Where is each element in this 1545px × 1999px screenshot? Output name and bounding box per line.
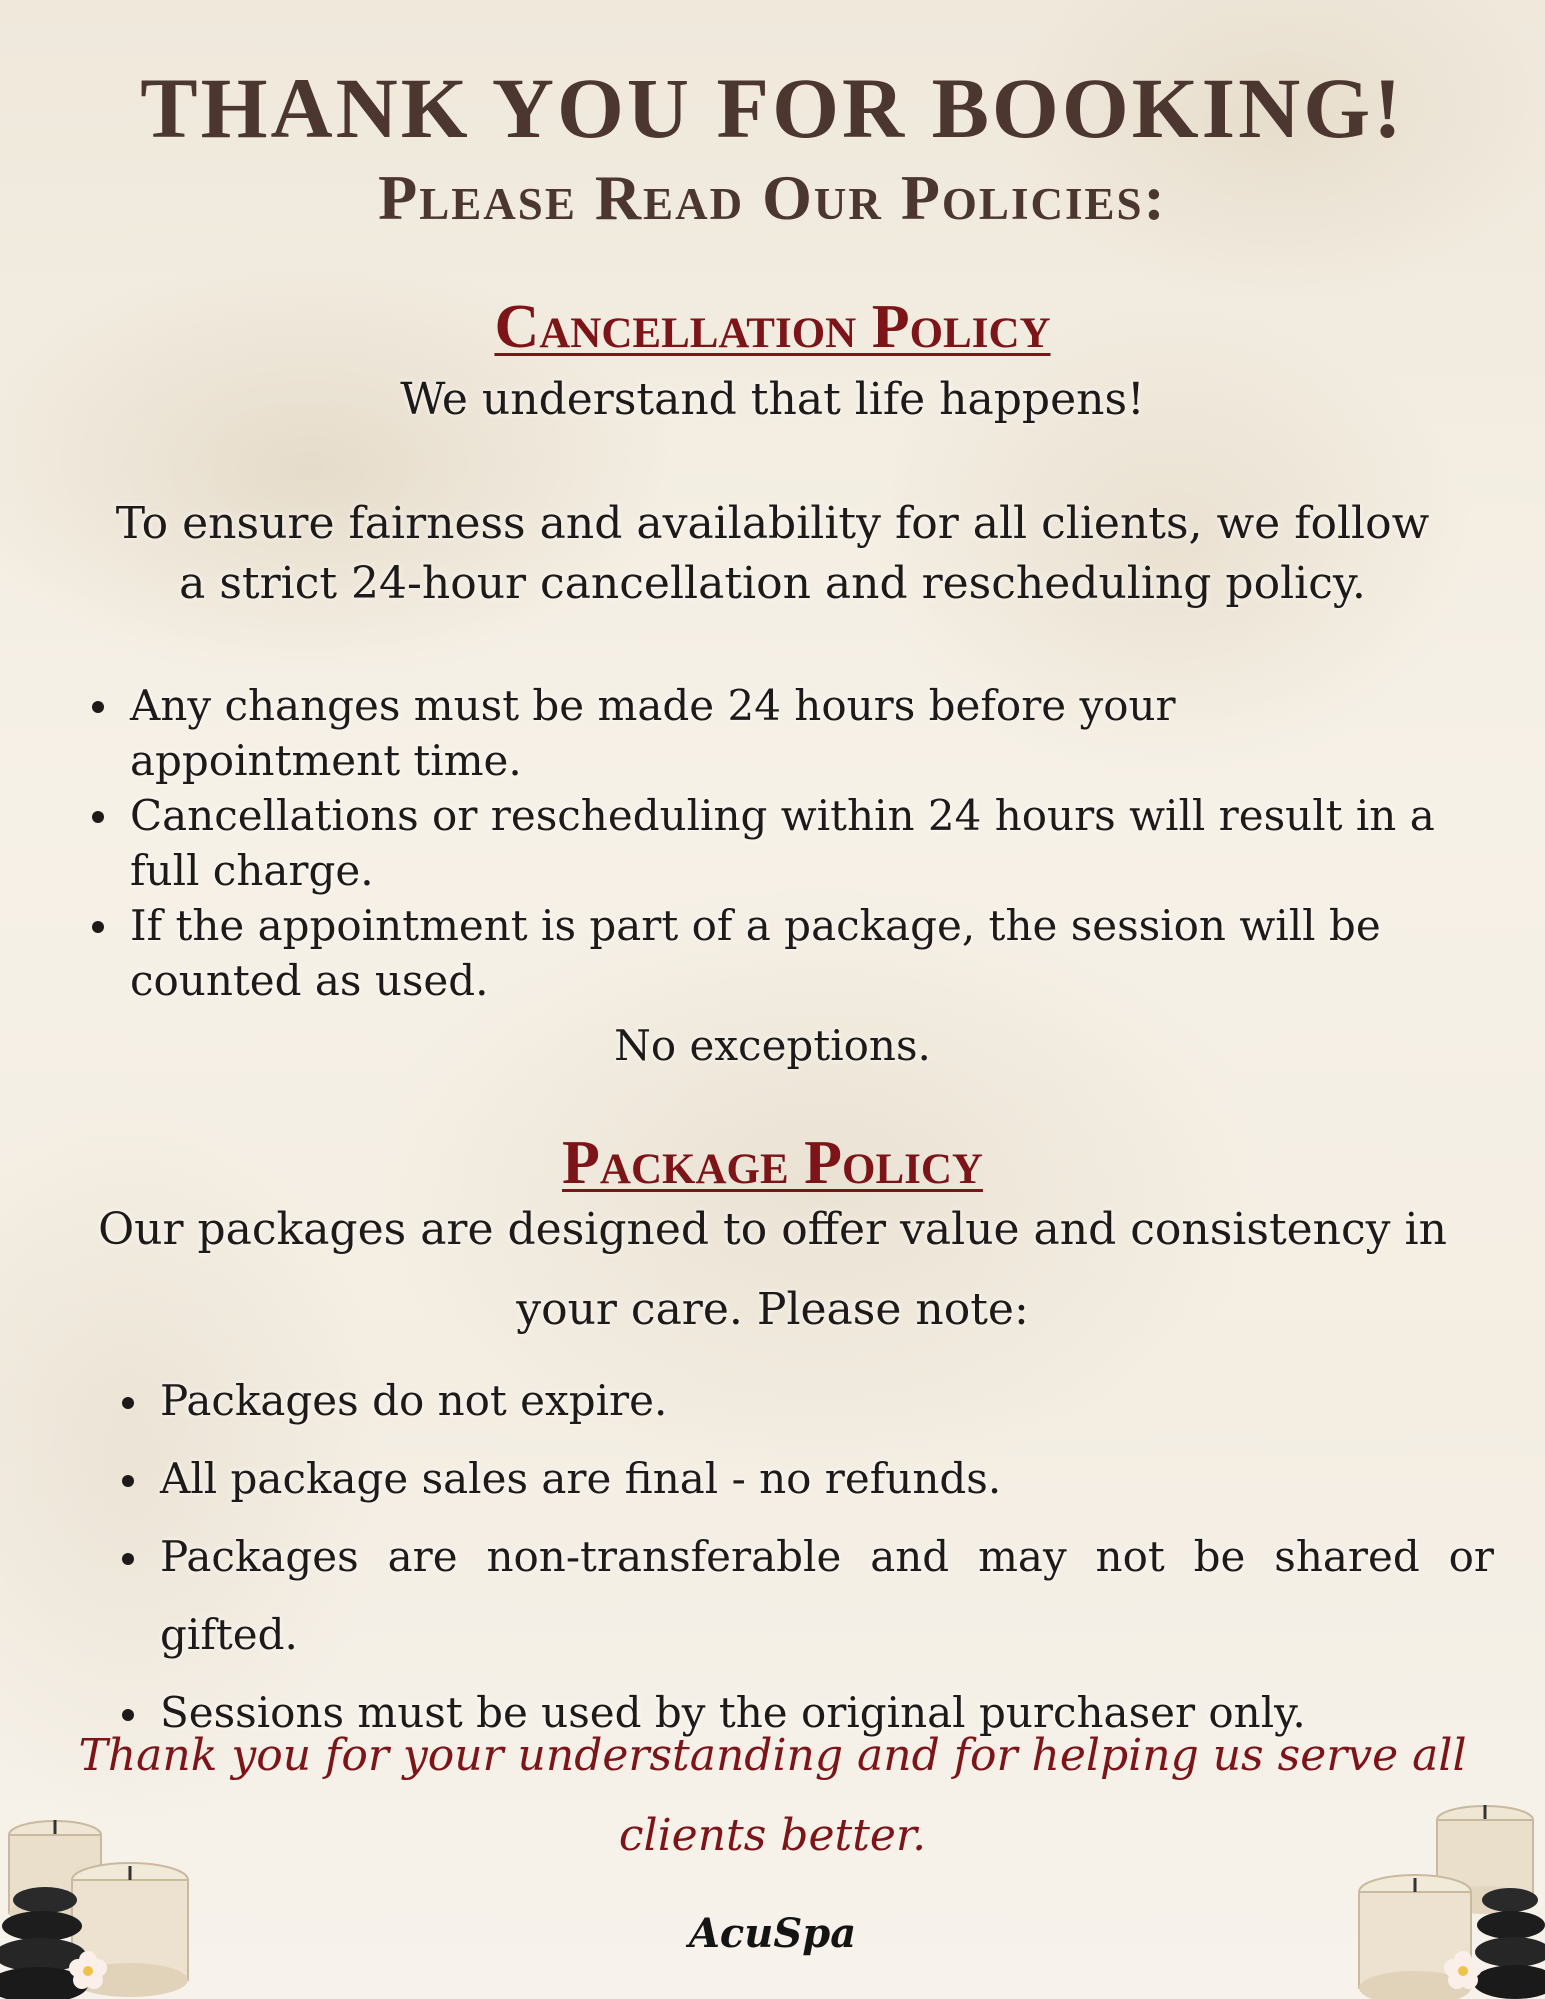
list-item: If the appointment is part of a package, the session will be counted as used. <box>84 898 1514 1008</box>
cancellation-intro: We understand that life happens! <box>400 374 1145 425</box>
cancellation-list <box>84 678 1514 1008</box>
list-item: Packages are non-transferable and may not be shared or gifted. <box>114 1518 1514 1674</box>
package-intro-line1: Our packages are designed to offer value and consistency in <box>98 1204 1447 1255</box>
list-item: Packages do not expire. <box>114 1362 1514 1440</box>
closing-line2: clients better. <box>618 1810 927 1861</box>
page-title: THANK YOU FOR BOOKING! <box>140 60 1405 156</box>
brand-signature: AcuSpa <box>688 1910 857 1957</box>
page-subtitle: Please Read Our Policies: <box>378 162 1167 233</box>
list-item: Cancellations or rescheduling within 24 hours will result in a full charge. <box>84 788 1514 898</box>
list-item: All package sales are final - no refunds. <box>114 1440 1514 1518</box>
list-item: Any changes must be made 24 hours before your appointment time. <box>84 678 1514 788</box>
cancellation-heading: Cancellation Policy <box>494 293 1051 361</box>
closing-line1: Thank you for your understanding and for helping us serve all <box>78 1730 1467 1781</box>
package-list <box>114 1362 1514 1752</box>
cancellation-note: No exceptions. <box>614 1021 931 1070</box>
candle-stones-icon <box>0 1780 210 1999</box>
cancellation-paragraph-line1: To ensure fairness and availability for all clients, we follow <box>115 498 1430 549</box>
package-intro-line2: your care. Please note: <box>516 1284 1029 1335</box>
package-heading: Package Policy <box>562 1129 983 1197</box>
cancellation-paragraph-line2: a strict 24-hour cancellation and rescheduling policy. <box>179 558 1366 609</box>
candle-stones-icon <box>1345 1780 1545 1999</box>
list-item: Sessions must be used by the original purchaser only. <box>114 1674 1514 1752</box>
